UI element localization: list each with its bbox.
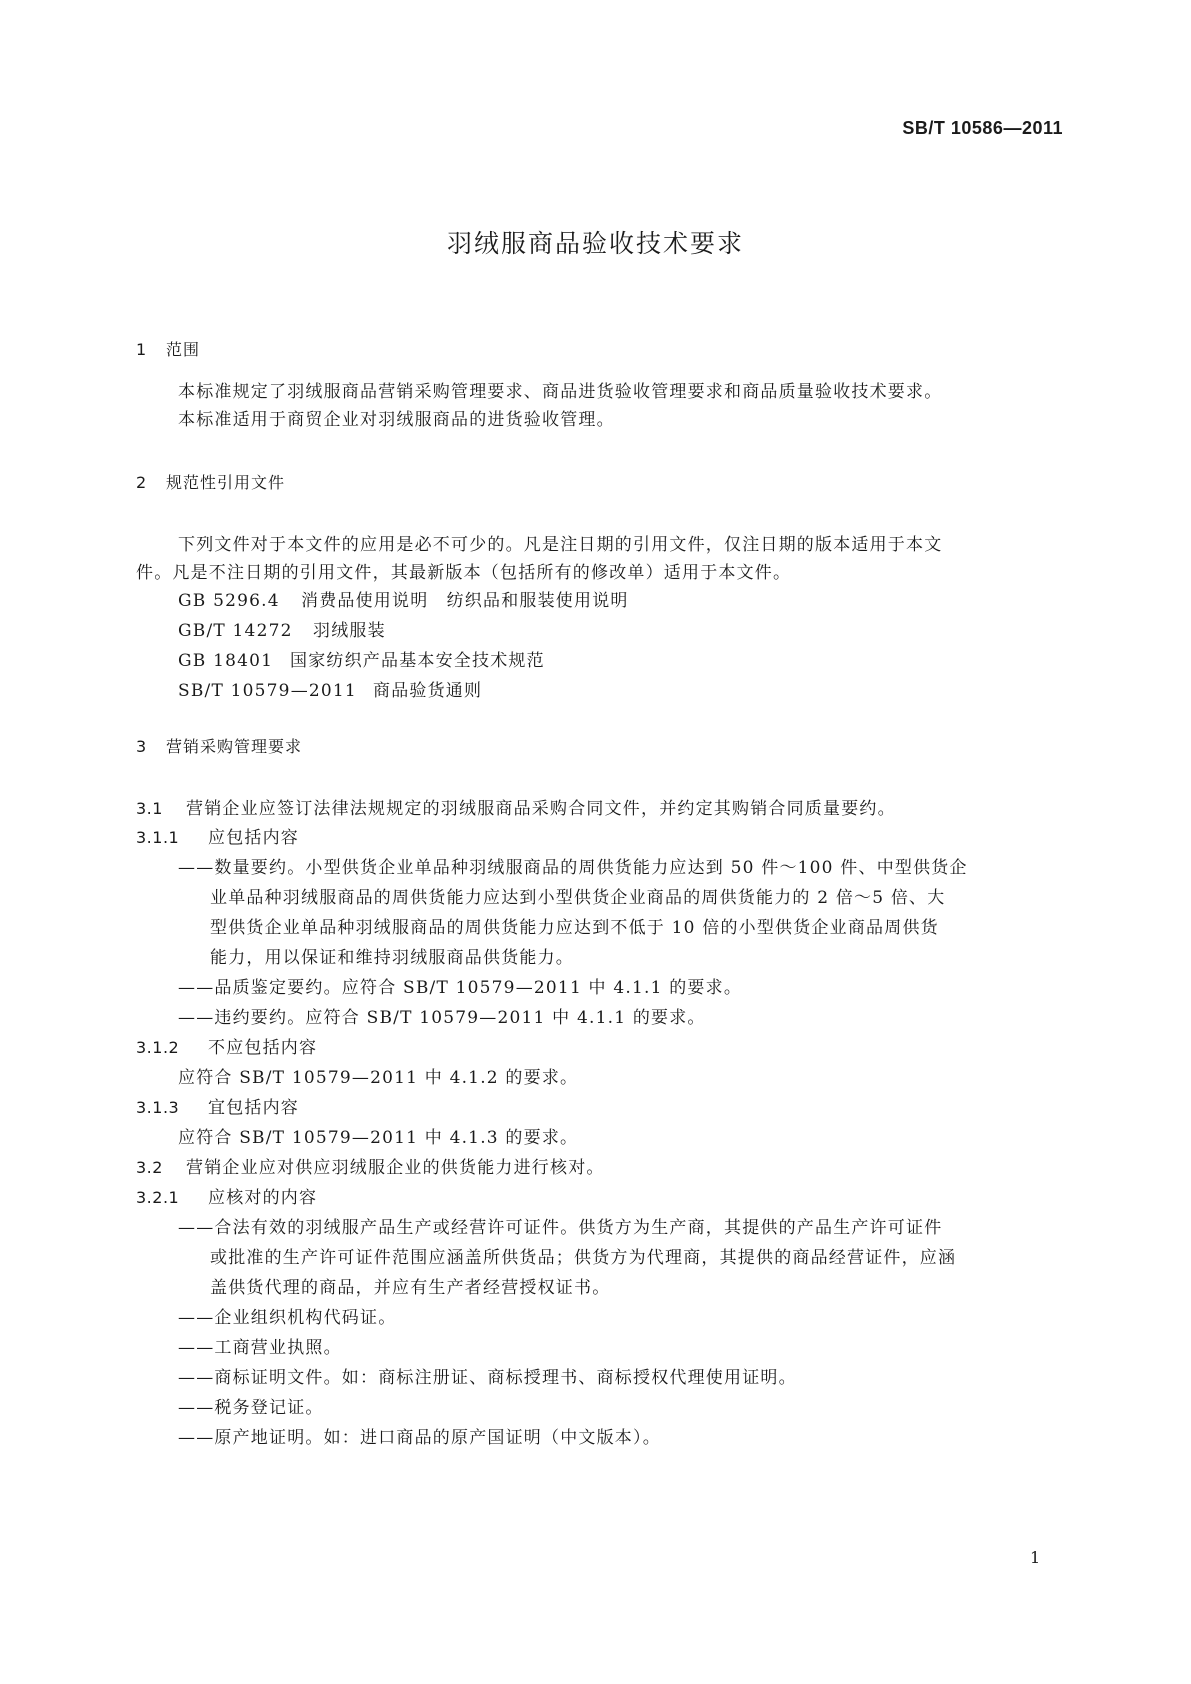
clause-text: 不应包括内容 xyxy=(208,1038,318,1058)
clause-number: 3.1.1 xyxy=(136,828,180,847)
quantity-requirement-line-2: 业单品种羽绒服商品的周供货能力应达到小型供货企业商品的周供货能力的 2 倍～5 倍、大 xyxy=(210,888,946,908)
reference-item xyxy=(178,586,629,611)
clause-3-1-3-body: 应符合 SB/T 10579—2011 中 4.1.3 的要求。 xyxy=(178,1128,579,1148)
reference-code: GB 18401 xyxy=(178,651,274,671)
reference-code: GB 5296.4 xyxy=(178,591,280,611)
clause-3-1-2 xyxy=(136,1033,317,1058)
clause-3-2-1 xyxy=(136,1183,317,1208)
section-title: 规范性引用文件 xyxy=(166,473,286,492)
clause-3-1-1 xyxy=(136,823,299,848)
license-requirement-line-2: 或批准的生产许可证件范围应涵盖所供货品；供货方为代理商，其提供的商品经营证件，应涵 xyxy=(210,1248,957,1268)
org-code-requirement: ——企业组织机构代码证。 xyxy=(178,1308,397,1328)
reference-code: GB/T 14272 xyxy=(178,621,293,641)
clause-3-1-2-body: 应符合 SB/T 10579—2011 中 4.1.2 的要求。 xyxy=(178,1068,579,1088)
section-title: 营销采购管理要求 xyxy=(166,737,303,756)
clause-text: 营销企业应签订法律法规规定的羽绒服商品采购合同文件，并约定其购销合同质量要约。 xyxy=(186,799,896,819)
section-heading-references xyxy=(136,470,285,493)
clause-3-1 xyxy=(136,794,896,819)
reference-title: 羽绒服装 xyxy=(313,621,386,641)
clause-number: 3.1.2 xyxy=(136,1038,180,1057)
section-heading-purchasing xyxy=(136,734,302,757)
trademark-requirement: ——商标证明文件。如：商标注册证、商标授理书、商标授权代理使用证明。 xyxy=(178,1368,797,1388)
breach-requirement: ——违约要约。应符合 SB/T 10579—2011 中 4.1.1 的要求。 xyxy=(178,1008,706,1028)
quality-requirement: ——品质鉴定要约。应符合 SB/T 10579—2011 中 4.1.1 的要求。 xyxy=(178,978,743,998)
page-number: 1 xyxy=(1030,1548,1041,1567)
license-requirement-line-1: ——合法有效的羽绒服产品生产或经营许可证件。供货方为生产商，其提供的产品生产许可证件 xyxy=(178,1218,943,1238)
tax-registration-requirement: ——税务登记证。 xyxy=(178,1398,324,1418)
section-number: 1 xyxy=(136,340,148,359)
document-title: 羽绒服商品验收技术要求 xyxy=(446,229,744,258)
section-heading-scope xyxy=(136,337,200,360)
clause-text: 应包括内容 xyxy=(208,828,299,848)
clause-number: 3.1.3 xyxy=(136,1098,180,1117)
clause-text: 营销企业应对供应羽绒服企业的供货能力进行核对。 xyxy=(186,1158,605,1178)
clause-text: 应核对的内容 xyxy=(208,1188,318,1208)
reference-title: 商品验货通则 xyxy=(373,681,483,701)
reference-item xyxy=(178,616,386,641)
references-intro-line-2: 件。凡是不注日期的引用文件，其最新版本（包括所有的修改单）适用于本文件。 xyxy=(136,563,792,583)
section-number: 2 xyxy=(136,473,148,492)
quantity-requirement-line-3: 型供货企业单品种羽绒服商品的周供货能力应达到不低于 10 倍的小型供货企业商品周供货 xyxy=(210,918,939,938)
clause-number: 3.1 xyxy=(136,799,163,818)
quantity-requirement-line-1: ——数量要约。小型供货企业单品种羽绒服商品的周供货能力应达到 50 件～100 件、中型供货企 xyxy=(178,858,968,878)
clause-3-2 xyxy=(136,1153,605,1178)
reference-title: 国家纺织产品基本安全技术规范 xyxy=(290,651,545,671)
license-requirement-line-3: 盖供货代理的商品，并应有生产者经营授权证书。 xyxy=(210,1278,611,1298)
references-intro-line-1: 下列文件对于本文件的应用是必不可少的。凡是注日期的引用文件，仅注日期的版本适用于本文 xyxy=(178,535,943,555)
business-license-requirement: ——工商营业执照。 xyxy=(178,1338,342,1358)
reference-title: 消费品使用说明 纺织品和服装使用说明 xyxy=(301,591,629,611)
reference-code: SB/T 10579—2011 xyxy=(178,681,357,701)
clause-3-1-3 xyxy=(136,1093,299,1118)
clause-number: 3.2 xyxy=(136,1158,163,1177)
standard-code: SB/T 10586—2011 xyxy=(902,118,1063,138)
scope-paragraph-1: 本标准规定了羽绒服商品营销采购管理要求、商品进货验收管理要求和商品质量验收技术要求。 xyxy=(178,382,943,402)
clause-number: 3.2.1 xyxy=(136,1188,180,1207)
origin-certificate-requirement: ——原产地证明。如：进口商品的原产国证明（中文版本）。 xyxy=(178,1428,661,1448)
clause-text: 宜包括内容 xyxy=(208,1098,299,1118)
reference-item xyxy=(178,676,482,701)
quantity-requirement-line-4: 能力，用以保证和维持羽绒服商品供货能力。 xyxy=(210,948,574,968)
reference-item xyxy=(178,646,545,671)
section-title: 范围 xyxy=(166,340,201,359)
scope-paragraph-2: 本标准适用于商贸企业对羽绒服商品的进货验收管理。 xyxy=(178,410,615,430)
section-number: 3 xyxy=(136,737,148,756)
